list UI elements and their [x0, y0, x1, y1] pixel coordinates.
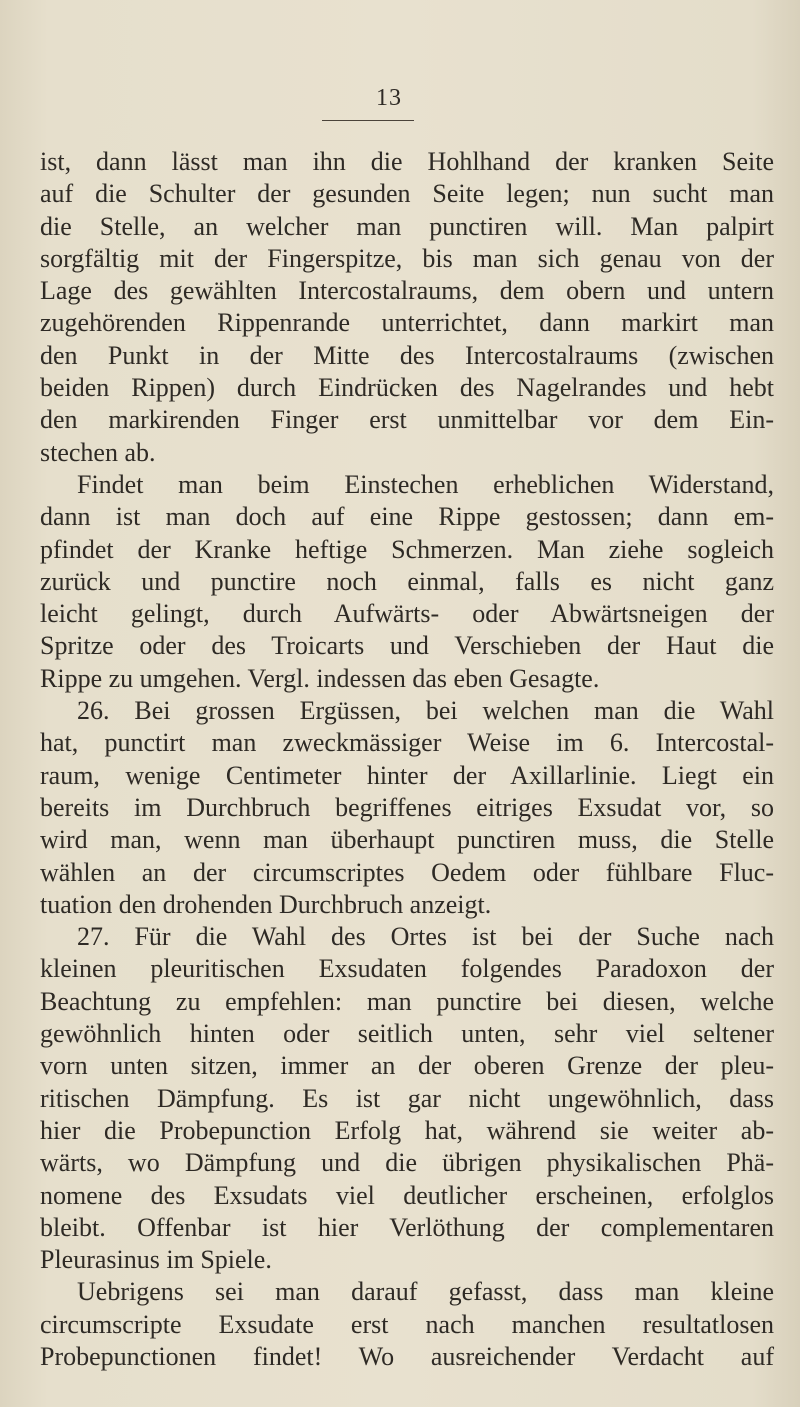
- text-line: den Punkt in der Mitte des Intercostalraums (zwischen: [40, 340, 774, 370]
- text-line: Rippe zu umgehen. Vergl. indessen das eben Gesagte.: [40, 663, 600, 693]
- text-line: Lage des gewählten Intercostalraums, dem obern und untern: [40, 276, 774, 306]
- text-line: wählen an der circumscriptes Oedem oder fühlbare Fluc-: [40, 857, 774, 887]
- text-line: zugehörenden Rippenrande unterrichtet, dann markirt man: [40, 308, 774, 338]
- text-line: Pleurasinus im Spiele.: [40, 1245, 272, 1275]
- text-line: ist, dann lässt man ihn die Hohlhand der kranken Seite: [40, 147, 774, 176]
- text-line: Uebrigens sei man darauf gefasst, dass man kleine: [77, 1277, 774, 1307]
- text-line: dann ist man doch auf eine Rippe gestossen; dann em-: [40, 502, 774, 532]
- text-line: 27. Für die Wahl des Ortes ist bei der Suche nach: [77, 922, 774, 952]
- text-line: tuation den drohenden Durchbruch anzeigt.: [40, 889, 492, 919]
- text-line: sorgfältig mit der Fingerspitze, bis man sich genau von der: [40, 243, 774, 273]
- text-line: kleinen pleuritischen Exsudaten folgendes Paradoxon der: [40, 954, 774, 984]
- text-line: bereits im Durchbruch begriffenes eitriges Exsudat vor, so: [40, 792, 774, 822]
- text-line: leicht gelingt, durch Aufwärts- oder Abwärtsneigen der: [40, 599, 774, 629]
- body-text: [40, 146, 774, 1373]
- text-line: Probepunctionen findet! Wo ausreichender Verdacht auf: [40, 1341, 774, 1371]
- text-line: den markirenden Finger erst unmittelbar vor dem Ein-: [40, 405, 774, 435]
- text-line: hier die Probepunction Erfolg hat, während sie weiter ab-: [40, 1115, 774, 1145]
- text-line: vorn unten sitzen, immer an der oberen Grenze der pleu-: [40, 1051, 774, 1081]
- text-line: gewöhnlich hinten oder seitlich unten, sehr viel seltener: [40, 1019, 774, 1049]
- text-line: Spritze oder des Troicarts und Verschieben der Haut die: [40, 631, 774, 661]
- page-number-rule: [322, 120, 414, 121]
- text-line: bleibt. Offenbar ist hier Verlöthung der complementaren: [40, 1212, 774, 1242]
- text-line: pfindet der Kranke heftige Schmerzen. Man ziehe sogleich: [40, 534, 774, 564]
- text-line: die Stelle, an welcher man punctiren will. Man palpirt: [40, 211, 774, 241]
- text-line: ritischen Dämpfung. Es ist gar nicht ungewöhnlich, dass: [40, 1083, 774, 1113]
- text-line: Findet man beim Einstechen erheblichen Widerstand,: [77, 469, 774, 499]
- page-number: 13: [376, 85, 402, 111]
- text-line: auf die Schulter der gesunden Seite legen; nun sucht man: [40, 179, 774, 209]
- text-line: raum, wenige Centimeter hinter der Axillarlinie. Liegt ein: [40, 760, 774, 790]
- text-line: beiden Rippen) durch Eindrücken des Nagelrandes und hebt: [40, 373, 774, 403]
- text-line: hat, punctirt man zweckmässiger Weise im 6. Intercostal-: [40, 728, 774, 758]
- text-line: Beachtung zu empfehlen: man punctire bei diesen, welche: [40, 986, 774, 1016]
- text-line: stechen ab.: [40, 437, 156, 467]
- text-line: nomene des Exsudats viel deutlicher erscheinen, erfolglos: [40, 1180, 774, 1210]
- text-line: zurück und punctire noch einmal, falls es nicht ganz: [40, 566, 774, 596]
- text-line: circumscripte Exsudate erst nach manchen resultatlosen: [40, 1309, 774, 1339]
- text-line: wärts, wo Dämpfung und die übrigen physikalischen Phä-: [40, 1148, 774, 1178]
- text-line: wird man, wenn man überhaupt punctiren muss, die Stelle: [40, 825, 774, 855]
- text-line: 26. Bei grossen Ergüssen, bei welchen man die Wahl: [77, 696, 774, 726]
